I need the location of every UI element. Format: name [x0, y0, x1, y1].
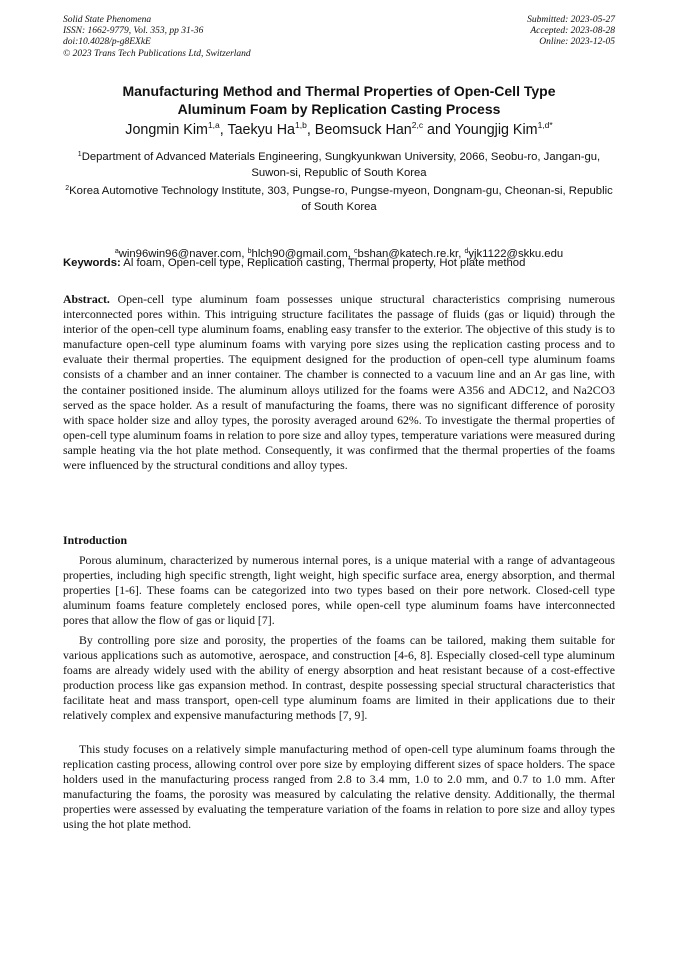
keywords-text: Al foam, Open-cell type, Replication casting, Thermal property, Hot plate method	[123, 257, 526, 269]
paragraph-text: Porous aluminum, characterized by numerous internal pores, is a unique material with a range of advantageous properties, including high specific strength, light weight, high specific surface area, energy absorption, and thermal properties [1-6]. These foams can be categorized into two types based on their pore network. Closed-cell type aluminum foams feature completely enclosed pores, while open-cell type aluminum foams have interconnected pores that allow the flow of gas or liquid [7].	[63, 553, 615, 628]
journal-info	[63, 15, 251, 60]
title-line-1: Manufacturing Method and Thermal Properties of Open-Cell Type	[122, 83, 556, 99]
author-name: Beomsuck Han	[314, 122, 412, 138]
email-link[interactable]: bshan@katech.re.kr	[357, 248, 459, 260]
email-mark: c	[354, 248, 358, 255]
introduction-paragraph-3	[63, 742, 615, 833]
author-name: Youngjig Kim	[454, 122, 538, 138]
affiliation-text: Department of Advanced Materials Engineering, Sungkyunkwan University, 2066, Seobu-ro, Jangan-gu, Suwon-si, Republic of South Korea	[81, 151, 601, 179]
email-link[interactable]: yjk1122@skku.edu	[468, 248, 564, 260]
email-link[interactable]: hlch90@gmail.com	[251, 248, 348, 260]
affiliation-mark: 1	[77, 151, 82, 158]
email-mark: a	[114, 248, 119, 255]
abstract-text: Open-cell type aluminum foam possesses unique structural characteristics comprising numerous interconnected pores within. This intriguing structure facilitates the passage of fluids (gas or liquid) through the interior of the open-cell type aluminum foams, enabling easy transfer to the exterior. The objective of this study is to manufacture open-cell type aluminum foams with varying pore sizes using the replication casting process and to evaluate their thermal properties. The equipment designed for the production of open-cell type aluminum foams consists of a chamber and an inner container. The chamber is connected to a vacuum line and an Ar gas line, with the container positioned inside. The aluminum alloys utilized for the foams were A356 and ADC12, and Na2CO3 served as the space holder. As a result of manufacturing the foams, there was no significant difference of porosity with space holder size and alloy types, the porosity averaged around 62%. To investigate the thermal properties of open-cell type aluminum foams in relation to pore size and alloy types, temperature variations were measured during sample heating via the hot plate method. Consequently, it was confirmed that the thermal properties of the foams were influenced by the structural conditions and alloy types.	[63, 292, 615, 473]
affiliation-mark: 2	[65, 185, 70, 192]
affiliation-2	[63, 184, 615, 215]
submitted-date: Submitted: 2023-05-27	[527, 15, 615, 25]
introduction-paragraph-1	[63, 553, 615, 628]
introduction-paragraph-2	[63, 633, 615, 724]
author-affiliation-mark: 1,b	[295, 120, 307, 130]
copyright-notice: © 2023 Trans Tech Publications Ltd, Switzerland	[63, 48, 251, 59]
author-affiliation-mark: 2,c	[411, 120, 424, 130]
email-separator: ,	[347, 248, 355, 260]
author-name: Jongmin Kim	[125, 122, 208, 138]
author-list	[63, 121, 615, 139]
section-heading-introduction: Introduction	[63, 533, 128, 547]
email-separator: ,	[458, 248, 465, 260]
author-name: Taekyu Ha	[227, 122, 295, 138]
email-link[interactable]: win96win96@naver.com	[118, 248, 242, 260]
keywords-label: Keywords:	[63, 257, 121, 269]
author-separator: ,	[306, 122, 315, 138]
email-separator: ,	[241, 248, 248, 260]
email-mark: b	[247, 248, 252, 255]
page-header	[63, 15, 615, 65]
paper-title	[63, 82, 615, 118]
abstract	[63, 292, 615, 473]
abstract-label: Abstract.	[63, 292, 110, 306]
keywords	[63, 256, 615, 271]
author-separator: ,	[219, 122, 228, 138]
journal-issn: ISSN: 1662-9779, Vol. 353, pp 31-36	[63, 26, 204, 37]
paragraph-text: By controlling pore size and porosity, the properties of the foams can be tailored, making them suitable for various applications such as automotive, aerospace, and construction [4-6, 8]. Especially closed-cell type aluminum foams are already widely used with the ability of energy absorption and heat resistant because of a cost-effective production process like gas expansion method. In contrast, despite possessing special structural characteristics that facilitate heat and mass transport, open-cell type aluminum foams are limited in their applications due to their relatively complex and expensive manufacturing methods [7, 9].	[63, 633, 615, 723]
author-affiliation-mark: 1,d*	[537, 120, 553, 130]
online-date: Online: 2023-12-05	[539, 37, 615, 48]
article-doi: doi:10.4028/p-g8EXkE	[63, 37, 151, 48]
journal-name: Solid State Phenomena	[63, 15, 152, 25]
title-line-2: Aluminum Foam by Replication Casting Process	[177, 101, 501, 117]
affiliation-1	[63, 150, 615, 181]
article-dates	[527, 15, 615, 49]
email-mark: d	[464, 248, 469, 255]
affiliation-text: Korea Automotive Technology Institute, 303, Pungse-ro, Pungse-myeon, Dongnam-gu, Cheonan-si, Republic of South Korea	[69, 185, 613, 213]
paragraph-text: This study focuses on a relatively simple manufacturing method of open-cell type aluminum foams through the replication casting process, allowing control over pore size by employing different sizes of space holders. The space holders used in the manufacturing process ranged from 2.8 to 3.4 mm, 1.0 to 2.0 mm, and 0.7 to 1.0 mm. After manufacturing the foams, the porosity was measured by calculating the relative density. Additionally, the thermal properties were assessed by evaluating the temperature variation of the foams in relation to pore size and alloy types using the hot plate method.	[63, 742, 615, 832]
author-separator: and	[423, 122, 455, 138]
author-affiliation-mark: 1,a	[207, 120, 220, 130]
accepted-date: Accepted: 2023-08-28	[530, 26, 615, 37]
